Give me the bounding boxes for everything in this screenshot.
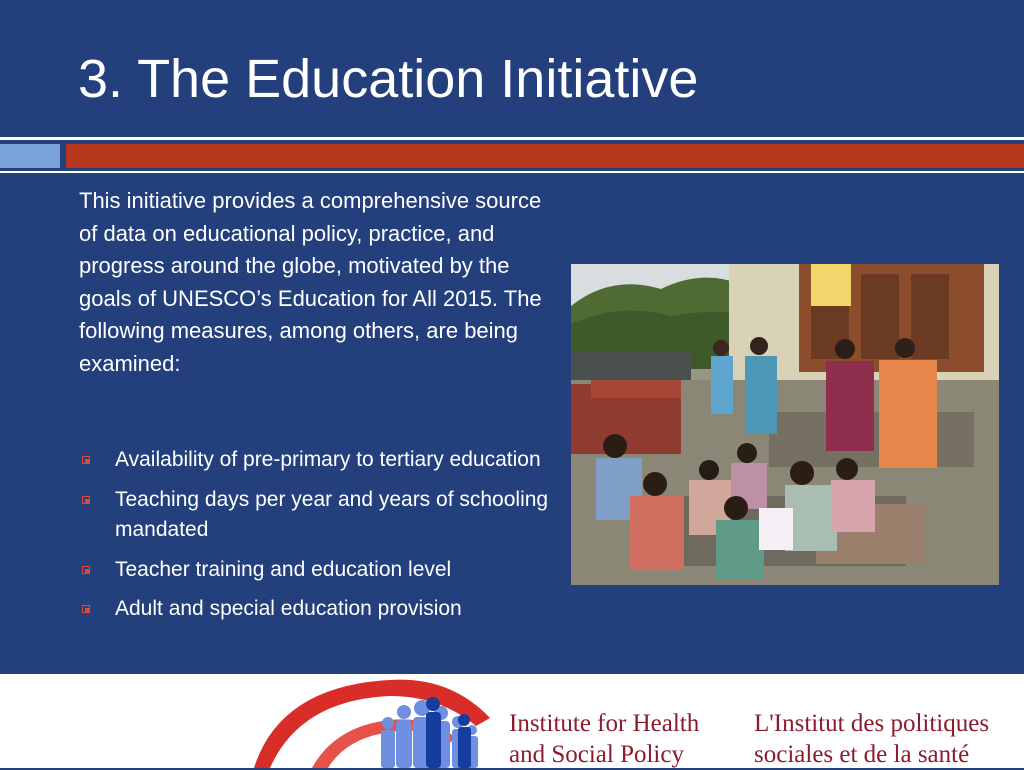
square-bullet-icon [82,456,90,464]
institute-french-line-2: sociales et de la santé [754,741,970,768]
institute-english-line-1: Institute for Health [509,710,700,737]
classroom-photo-illustration [571,264,999,585]
institute-french-name [754,708,989,770]
institute-english-line-2: and Social Policy [509,741,684,768]
institute-logo [250,678,490,768]
title-divider-bottom [0,171,1024,173]
institute-french-line-1: L'Institut des politiques [754,710,990,737]
square-bullet-icon [82,496,90,504]
list-item-text: Teacher training and education level [115,557,452,581]
list-item [79,594,549,625]
measures-list [79,445,549,634]
institute-english-name [509,708,699,770]
list-item-text: Adult and special education provision [115,597,462,620]
title-divider-red-bar [66,144,1024,168]
list-item [79,485,549,546]
list-item-text: Teaching days per year and years of schooling mandated [115,487,549,541]
classroom-photo [571,264,999,585]
title-divider-top [0,137,1024,140]
intro-paragraph: This initiative provides a comprehensive source of data on educational policy, practice, and progress around the globe, motivated by the goals of UNESCO’s Education for All 2015. The following measures, among others, are being examined: [79,188,542,376]
list-item [79,555,549,586]
square-bullet-icon [82,605,90,613]
square-bullet-icon [82,566,90,574]
title-divider-blue-block [0,144,60,168]
list-item-text: Availability of pre-primary to tertiary education [115,448,541,471]
list-item [79,445,549,476]
slide-title: 3. The Education Initiative [78,49,699,109]
